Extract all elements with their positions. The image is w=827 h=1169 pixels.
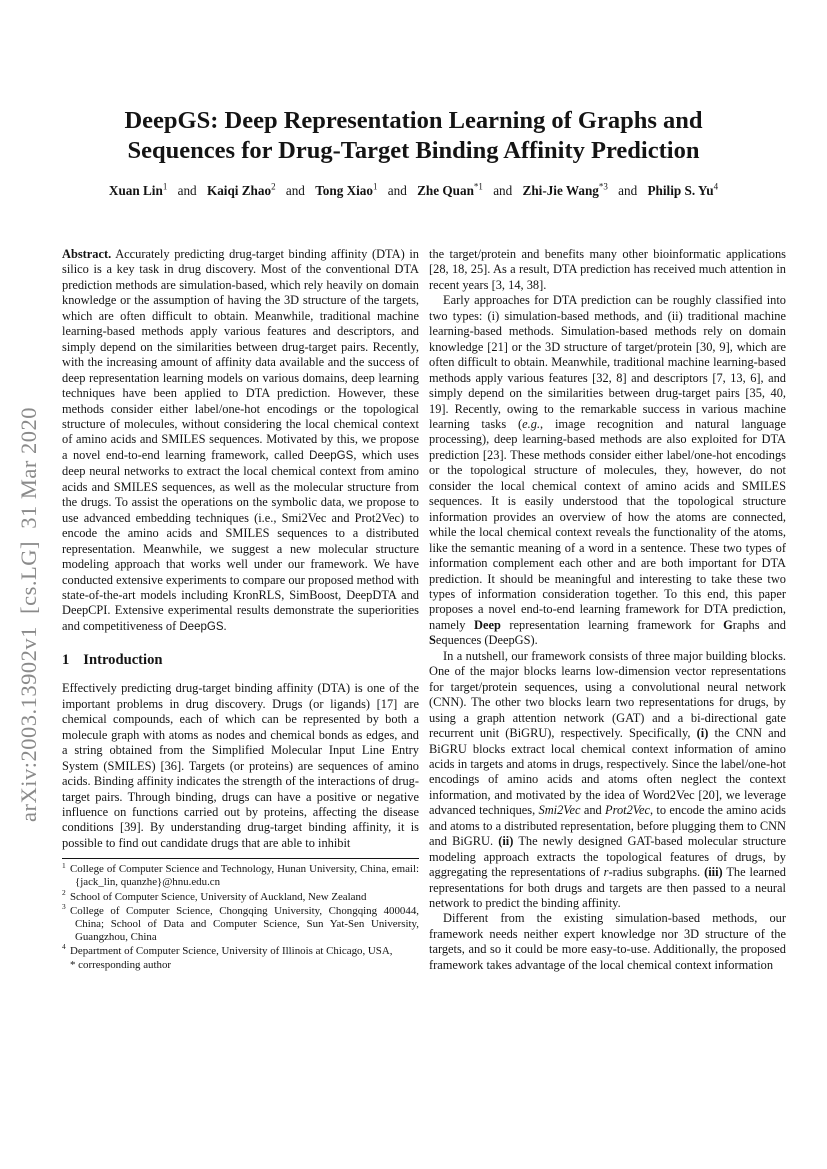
arxiv-watermark: arXiv:2003.13902v1 [cs.LG] 31 Mar 2020 (16, 407, 41, 822)
paper-title (70, 106, 757, 166)
author-name: Zhi-Jie Wang (522, 182, 599, 198)
author (523, 183, 608, 198)
author (109, 183, 167, 198)
author-affiliation-mark: 4 (713, 181, 719, 192)
author-separator: and (177, 182, 197, 198)
paper-title-line2: Sequences for Drug-Target Binding Affinity Prediction (127, 136, 700, 164)
author-separator: and (493, 182, 513, 198)
author (417, 183, 483, 198)
author-name: Kaiqi Zhao (206, 182, 272, 198)
right-paragraph-1: the target/protein and benefits many other bioinformatic applications [28, 18, 25]. As a result, DTA prediction has received much attention in recent years [3, 14, 38]. (429, 247, 786, 292)
author-affiliation-mark: 1 (162, 181, 168, 192)
author-list (0, 183, 827, 199)
footnote-corresponding-author (62, 959, 419, 972)
footnote-1: $^1$ College of Computer Science and Technology, Hunan University, China, email: {jack_lin, quanzhe}@hnu.edu.cn (62, 860, 419, 889)
author-affiliation-mark: *3 (598, 181, 608, 192)
left-column (62, 247, 419, 973)
abstract-paragraph: Abstract. Accurately predicting drug-target binding affinity (DTA) in silico is a key task in drug discovery. Most of the conventional DTA prediction methods are simulation-based, which rely heavily on domain knowledge or the assumption of having the 3D structure of the targets, which are often difficult to obtain. Meanwhile, traditional machine learning-based methods apply various features and descriptors, and simply depend on the similarities between drug-target pairs. Recently, with the increasing amount of affinity data available and the success of deep representation learning models on various domains, deep learning techniques have been applied to DTA prediction. However, these methods consider either label/one-hot encodings or the topological structure of molecules, without considering the local chemical context of amino acids and SMILES sequences. Motivated by this, we propose a novel end-to-end learning framework, called DeepGS, which uses deep neural networks to extract the local chemical context from amino acids and SMILES sequences, as well as the molecular structure from the drugs. To assist the operations on the symbolic data, we propose to use advanced embedding techniques (i.e., Smi2Vec and Prot2Vec) to encode the amino acids and SMILES sequences to a distributed representation. Meanwhile, we suggest a new molecular structure modeling approach that works well under our framework. We have conducted extensive experiments to compare our proposed method with state-of-the-art models including KronRLS, SimBoost, DeepDTA and DeepCPI. Extensive experimental results demonstrate the superiorities and competitiveness of DeepGS. (62, 247, 419, 633)
footnote-rule (62, 858, 419, 859)
author-name: Tong Xiao (315, 182, 373, 198)
paper-title-line1: DeepGS: Deep Representation Learning of Graphs and (124, 107, 703, 134)
paper-header (0, 106, 827, 199)
author-name: Xuan Lin (108, 182, 163, 198)
right-paragraph-4: Different from the existing simulation-based methods, our framework needs neither expert knowledge nor 3D structure of the targets, and so it could be more easy-to-use. Additionally, the proposed framework takes advantage of the local chemical context information (429, 911, 786, 972)
author-name: Philip S. Yu (647, 182, 714, 198)
intro-paragraph-1: Effectively predicting drug-target binding affinity (DTA) is one of the important problems in drug discovery. Drugs (or ligands) [17] are chemical compounds, each of which can be represented by both a molecule graph with atoms as nodes and chemical bonds as edges, and a string obtained from the Simplified Molecular Input Line Entry System (SMILES) [36]. Targets (or proteins) are sequences of amino acids. Binding affinity indicates the strength of the interactions of drug-target pairs. Through binding, drugs can have a positive or negative influence on functions carried out by proteins, affecting the disease conditions [39]. By understanding drug-target binding affinity, it is possible to find out candidate drugs that are able to inhibit (62, 681, 419, 850)
author-name: Zhe Quan (417, 182, 474, 198)
right-column (429, 247, 786, 973)
footnote-2: $^2$ School of Computer Science, University of Auckland, New Zealand (62, 887, 367, 903)
section-title: Introduction (83, 652, 163, 669)
author-affiliation-mark: 1 (372, 181, 378, 192)
author-separator: and (387, 182, 407, 198)
section-number: 1 (62, 652, 70, 669)
footnote-block (62, 858, 419, 972)
author-separator: and (618, 182, 638, 198)
right-paragraph-3: In a nutshell, our framework consists of three major building blocks. One of the major blocks learns low-dimension vector representations for target/protein sequences, using a convolutional neural network (CNN). The other two blocks learn two representations for drugs, by using a graph attention network (GAT) and a bi-directional gate recurrent unit (BiGRU), respectively. Specifically, (i) the CNN and BiGRU blocks extract local chemical context information of amino acids in targets and atoms in drugs, respectively. Since the label/one-hot encodings of amino acids and atoms often neglect the context information, and motivated by the idea of Word2Vec [20], we leverage advanced techniques, Smi2Vec and Prot2Vec, to encode the amino acids and atoms to a distributed representation, before plugging them to CNN and BiGRU. (ii) The newly designed GAT-based molecular structure modeling approach extracts the topological features of drugs, by aggregating the representations of r-radius subgraphs. (iii) The learned representations for both drugs and targets are then passed to a neural network to predict the binding affinity. (429, 648, 786, 911)
section-heading-introduction (62, 652, 419, 669)
author (315, 183, 377, 198)
footnote-text: School of Computer Science, University of Auckland, New Zealand (70, 890, 367, 903)
author-affiliation-mark: 2 (271, 181, 276, 192)
author (647, 183, 718, 198)
two-column-body (62, 247, 786, 973)
footnote-text: College of Computer Science, Chongqing University, Chongqing 400044, China; School of Data and Computer Science, Sun Yat-Sen University, Guangzhou, China (70, 904, 419, 943)
footnote-4: $^4$ Department of Computer Science, University of Illinois at Chicago, USA, (62, 942, 393, 957)
footnote-3: $^3$ College of Computer Science, Chongqing University, Chongqing 400044, China; School of Data and Computer Science, Sun Yat-Sen University, Guangzhou, China (62, 901, 419, 943)
footnote-text: College of Computer Science and Technology, Hunan University, China, email: {jack_lin, quanzhe}@hnu.edu.cn (70, 863, 419, 889)
author (207, 183, 276, 198)
right-paragraph-2: Early approaches for DTA prediction can be roughly classified into two types: (i) simulation-based methods, and (ii) traditional machine learning-based methods. Simulation-based methods rely on domain knowledge [21] or the 3D structure of target/protein [30, 9], which are often difficult to obtain. Meanwhile, traditional machine learning-based methods apply various features [32, 8] and descriptors [7, 13, 6], and simply depend on the similarities between drug-target pairs [35, 40, 19]. Recently, owing to the remarkable success in various machine learning tasks (e.g., image recognition and natural language processing), deep learning-based methods are also exploited for DTA prediction [23]. These methods consider either label/one-hot encodings or the topological structure of molecules, they, however, do not consider the local chemical context of amino acids and SMILES sequences. It is easily understood that the topological structure information provides an overview of how the atoms are connected, while the local chemical context reveals the functionality of the atoms, like the semantic meaning of a word in a sentence. These two types of information complement each other and are both important for DTA prediction. It should be meaningful and interesting to take these two types of information consideration together. To this end, this paper proposes a novel end-to-end learning framework for DTA prediction, namely Deep representation learning framework for Graphs and Sequences (DeepGS). (429, 293, 786, 648)
author-affiliation-mark: *1 (473, 181, 483, 192)
footnote-text: Department of Computer Science, University of Illinois at Chicago, USA, (70, 944, 393, 957)
footnote-text: * corresponding author (70, 958, 172, 971)
author-separator: and (285, 182, 305, 198)
